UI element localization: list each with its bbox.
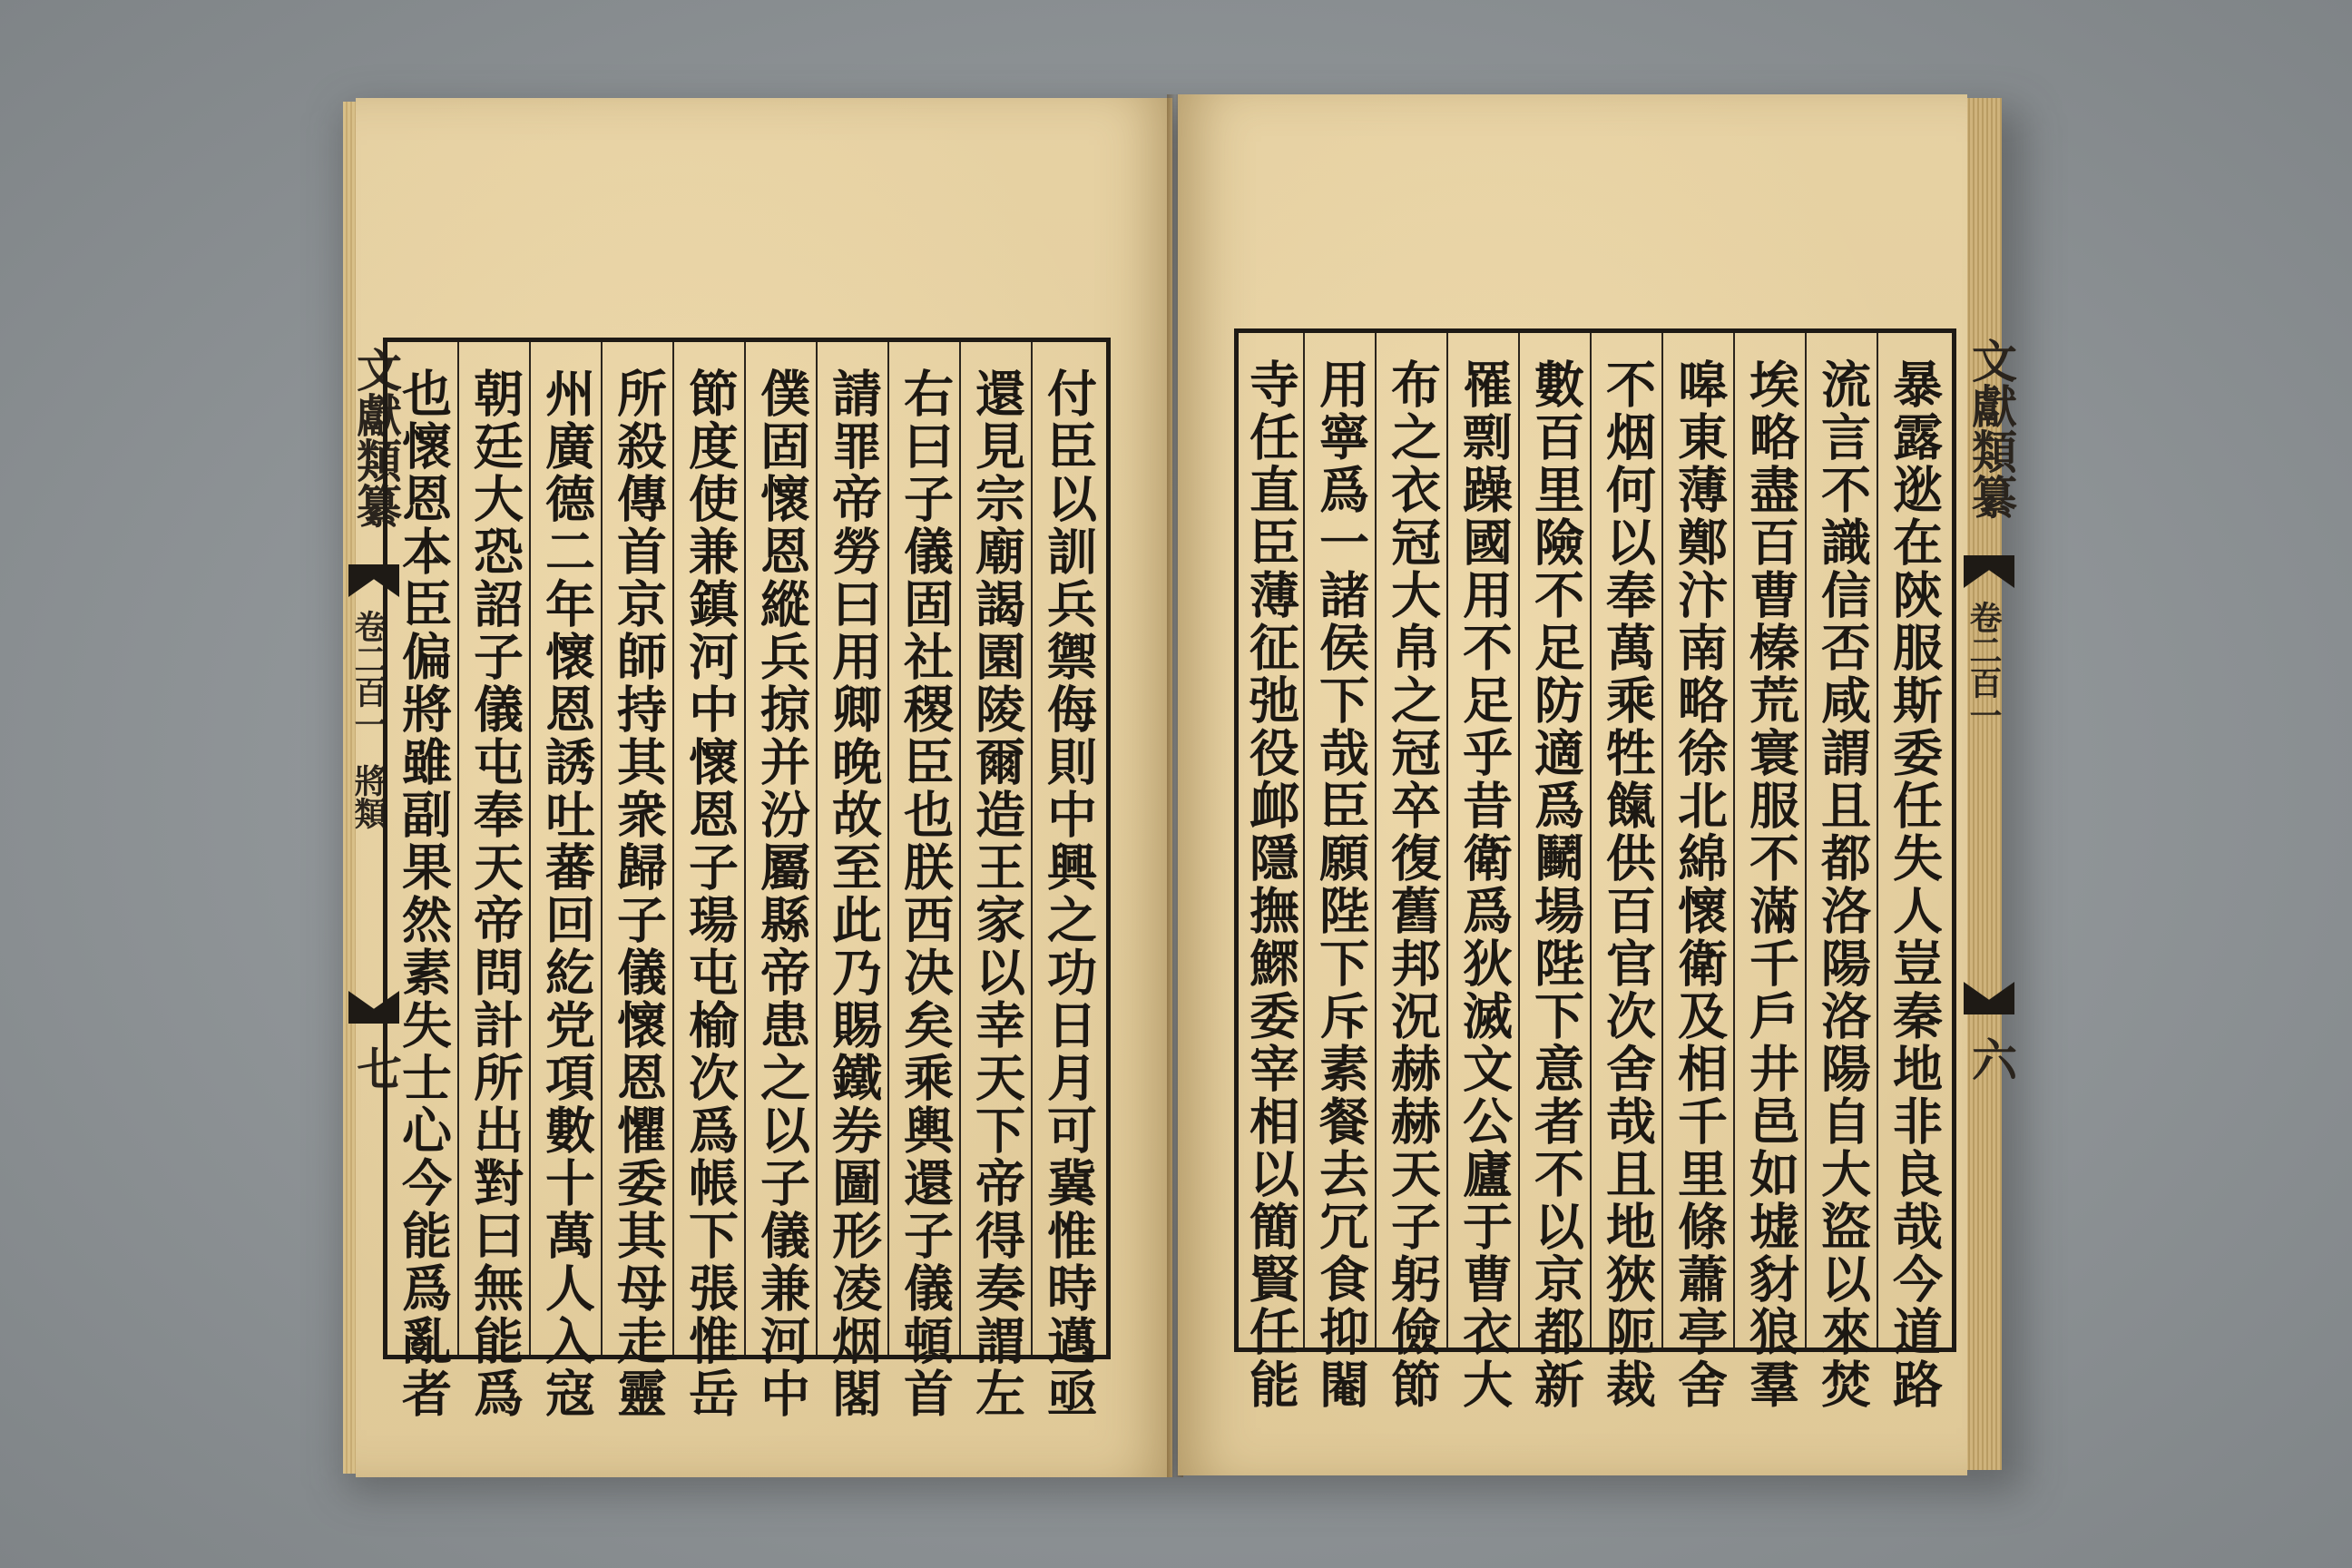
column-rule <box>1446 333 1448 1348</box>
text-column: 嗥東薄鄭汴南略徐北綿懷衛及相千里條蕭亭舍 <box>1670 358 1729 1411</box>
text-column: 州廣德二年懷恩誘吐蕃回紇党項數十萬人入寇 <box>537 368 596 1420</box>
text-column: 也懷恩本臣偏將雖副果然素失士心今能爲亂者 <box>394 368 453 1420</box>
text-column: 數百里險不足防適爲鬭場陛下意者不以京都新 <box>1526 358 1585 1411</box>
left-page <box>349 98 1172 1477</box>
left-margin-volume: 卷二百一 <box>349 610 387 740</box>
text-column: 僕固懷恩縱兵掠并汾屬縣帝患之以子儀兼河中 <box>752 368 811 1420</box>
text-column: 朝廷大恐詔子儀屯奉天帝問計所出對曰無能爲 <box>466 368 524 1420</box>
text-column: 暴露逖在陝服斯委任失人豈秦地非良哉今道路 <box>1885 358 1944 1411</box>
column-rule <box>1518 333 1520 1348</box>
column-rule <box>1661 333 1663 1348</box>
text-column: 埃略盡百曹榛荒寰服不滿千戶井邑如墟豺狼羣 <box>1741 358 1800 1411</box>
column-rule <box>672 342 674 1355</box>
column-rule <box>1303 333 1305 1348</box>
column-rule <box>1877 333 1878 1348</box>
column-rule <box>744 342 746 1355</box>
text-column: 流言不識信否咸謂且都洛陽洛陽自大盜以來焚 <box>1813 358 1872 1411</box>
text-column: 罹剽躁國用不足乎昔衛爲狄滅文公廬于曹衣大 <box>1455 358 1514 1411</box>
text-column: 布之衣冠大帛之冠卒復舊邦況赫赫天子躬儉節 <box>1383 358 1442 1411</box>
right-page-margin <box>1953 328 2025 1349</box>
column-rule <box>959 342 961 1355</box>
column-rule <box>1375 333 1377 1348</box>
column-rule <box>887 342 889 1355</box>
right-margin-volume: 卷二百一 <box>1965 601 2003 731</box>
text-column: 還見宗廟謁園陵爾造王家以幸天下帝得奏謂左 <box>967 368 1026 1420</box>
column-rule <box>529 342 531 1355</box>
column-rule <box>816 342 818 1355</box>
column-rule <box>1805 333 1807 1348</box>
text-column: 不烟何以奉萬乘牲餼供百官次舍哉且地狹阨裁 <box>1598 358 1657 1411</box>
text-column: 用寧爲一諸侯下哉臣願陛下斥素餐去冗食抑閹 <box>1311 358 1370 1411</box>
left-margin-category: 將類 <box>349 764 387 829</box>
column-rule <box>1733 333 1735 1348</box>
text-column: 寺任直臣薄征弛役䘏隱撫鰥委宰相以簡賢任能 <box>1241 358 1300 1411</box>
left-text-frame <box>383 338 1111 1420</box>
text-column: 右曰子儀固社稷臣也朕西决矣乘輿還子儀頓首 <box>896 368 955 1420</box>
right-margin-page-number: 六 <box>1965 1036 2018 1082</box>
column-rule <box>1590 333 1592 1348</box>
right-text-frame <box>1234 328 1956 1411</box>
text-column: 節度使兼鎮河中懷恩子瑒屯榆次爲帳下張惟岳 <box>681 368 740 1420</box>
text-column: 請罪帝勞曰用卿晚故至此乃賜鐵券圖形凌烟閣 <box>824 368 883 1420</box>
column-rule <box>457 342 459 1355</box>
right-page <box>1178 94 2018 1475</box>
left-margin-title: 文獻類纂 <box>349 347 403 528</box>
column-rule <box>601 342 603 1355</box>
fish-tail-mark <box>1964 555 2014 588</box>
left-margin-page-number: 七 <box>349 1045 403 1091</box>
text-column: 所殺傳首京師持其衆歸子儀懷恩懼委其母走靈 <box>609 368 668 1420</box>
column-rule <box>1031 342 1033 1355</box>
text-column: 付臣以訓兵禦侮則中興之功日月可冀惟時邁亟 <box>1039 368 1098 1420</box>
right-margin-title: 文獻類纂 <box>1965 338 2018 519</box>
fish-tail-mark <box>1964 982 2014 1014</box>
